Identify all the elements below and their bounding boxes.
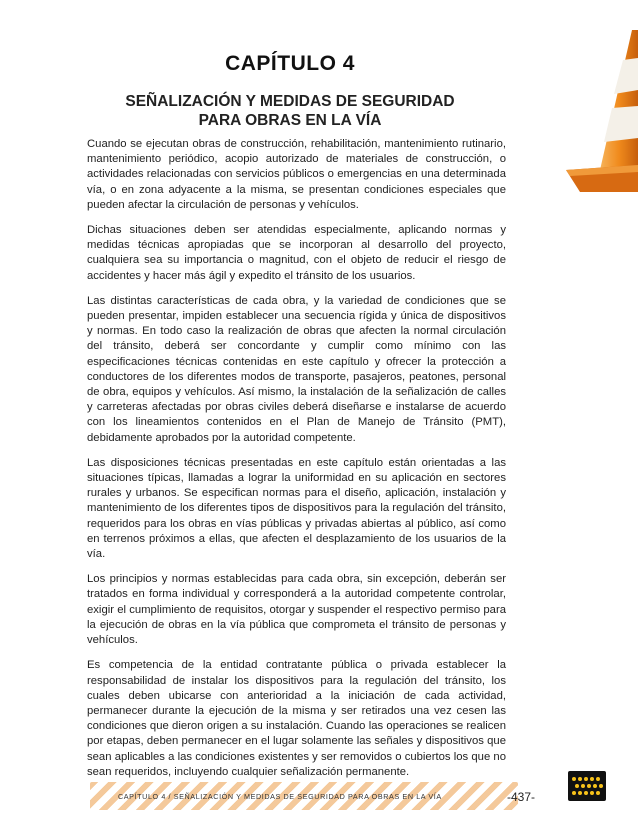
footer-running-title: CAPÍTULO 4 / SEÑALIZACIÓN Y MEDIDAS DE SEGURIDAD PARA OBRAS EN LA VÍA [118,792,442,801]
paragraph: Las disposiciones técnicas presentadas en este capítulo están orientadas a las situaciones típicas, llamadas a lograr la uniformidad en su aplicación en sectores rurales y urbanos. Se especifican normas para el diseño, aplicación, instalación y mantenimiento de los diferentes tipos de dispositivos para la regulación del tránsito, requeridos para los obras en vías públicas y privadas abiertas al público, así como en terrenos próximos a ellas, que afecten el desplazamiento de los usuarios de la vía. [87,456,506,561]
paragraph: Las distintas características de cada obra, y la variedad de condiciones que se pueden presentar, impiden establecer una secuencia rígida y única de dispositivos y normas. En todo caso la realización de obras que afecten la normal circulación del tránsito, deberá ser concordante y cumplir como mínimo con las especificaciones técnicas contenidas en este capítulo y ofrecer la protección a conductores de los diferentes modos de transporte, pasajeros, peatones, personal de obra, equipos y vehículos. Así mismo, la instalación de la señalización de calles y carreteras afectadas por obras civiles deberá diseñarse e instalarse de acuerdo con los lineamientos contenidos en el Plan de Manejo de Tránsito (PMT), debidamente aprobados por la autoridad competente. [87,294,506,444]
paragraph: Cuando se ejecutan obras de construcción, rehabilitación, mantenimiento rutinario, mantenimiento periódico, acopio autorizado de materiales de construcción, o actividades relacionadas con servicios públicos o emergencias en una determinada vía, o en zona adyacente a la misma, se presentan condiciones especiales que pueden afectar la circulación de personas y vehículos. [87,138,506,211]
chapter-subtitle-line-1: SEÑALIZACIÓN Y MEDIDAS DE SEGURIDAD [125,93,455,110]
paragraph: Los principios y normas establecidas para cada obra, sin excepción, deberán ser tratados en forma individual y corresponderá a la autoridad competente controlar, exigir el cumplimiento de requisitos, otorgar y suspender el respectivo permiso para la ejecución de obras en la vía pública que comprometa el tránsito de personas y vehículos. [87,573,506,647]
chapter-title: CAPÍTULO 4 [225,52,355,75]
paragraph: Es competencia de la entidad contratante pública o privada establecer la responsabilidad de instalar los dispositivos para la regulación del tránsito, los cuales deben ubicarse con anterioridad a la iniciación de cada actividad, permanecer durante la ejecución de la misma y ser retirados una vez cesen las condiciones que dieron origen a su instalación. Cuando las operaciones se realicen por etapas, deben permanecer en el lugar solamente las señales y dispositivos que sean aplicables a las condiciones existentes y ser removidos o cubiertos los que no sean requeridos, incluyendo cualquier señalización permanente. [87,659,506,778]
chapter-subtitle-line-2: PARA OBRAS EN LA VÍA [198,112,382,129]
paragraph: Dichas situaciones deben ser atendidas especialmente, aplicando normas y medidas técnicas apropiadas que se incorporan al desarrollo del proyecto, cualquiera sea su importancia o magnitud, con el objeto de reducir el riesgo de accidentes y hacer más ágil y expedito el tránsito de los usuarios. [87,224,506,282]
page-number: -437- [507,790,536,804]
led-arrow-board-icon [568,771,606,801]
body-text [87,137,506,790]
chapter-subtitle [60,92,520,130]
